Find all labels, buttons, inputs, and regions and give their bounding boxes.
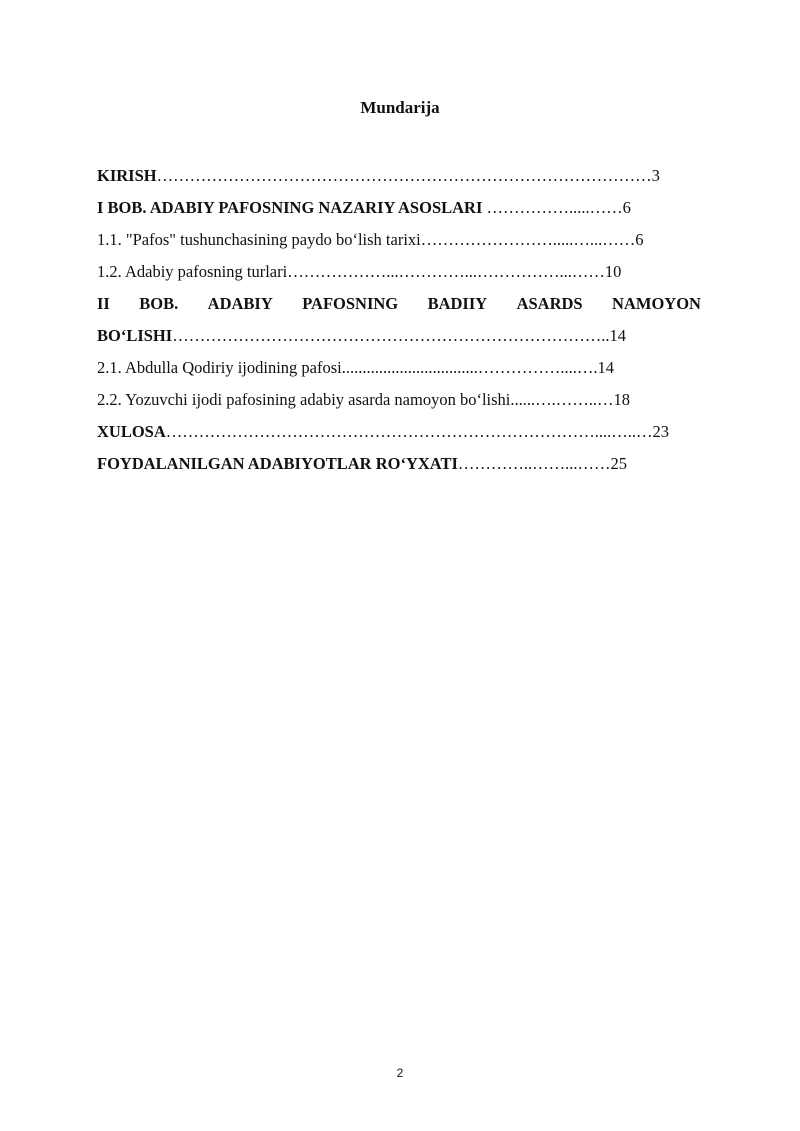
toc-entry-text: XULOSA [97,422,166,441]
page-number: 2 [396,1066,404,1080]
toc-page-number: 23 [652,422,670,441]
toc-page-number: 3 [651,166,660,185]
toc-entry-bibliography[interactable] [97,454,701,474]
toc-entry-chapter-1[interactable] [97,198,701,218]
toc-entry-2-1[interactable] [97,358,701,378]
toc-entry-text: 1.1. "Pafos" tushunchasining paydo bo‘lish tarixi [97,230,421,249]
toc-word: ADABIY [207,294,273,313]
toc-entry-text: 1.2. Adabiy pafosning turlari [97,262,288,281]
toc-entry-kirish[interactable] [97,166,701,186]
toc-page-number: 6 [635,230,644,249]
toc-entry-2-2[interactable] [97,390,701,410]
toc-entry-text: 2.2. Yozuvchi ijodi pafosining adabiy asarda namoyon bo‘lishi [97,390,511,409]
toc-leader-dots: ……………………………………………………………………………… [156,166,652,185]
toc-entry-1-2[interactable] [97,262,701,282]
toc-leader-dots: …………………….....…...…… [420,230,636,249]
toc-word: PAFOSNING [302,294,399,313]
toc-word: ASARDS [516,294,583,313]
toc-entry-text: FOYDALANILGAN ADABIYOTLAR RO‘YXATI [97,454,458,473]
toc-page-number: .14 [605,326,626,345]
toc-leader-dots: ......….……..… [510,390,614,409]
toc-page-number: 6 [622,198,631,217]
toc-leader-dots: …………….....…… [486,198,623,217]
toc-entry-1-1[interactable] [97,230,701,250]
toc-word: BOB. [139,294,179,313]
toc-entry-chapter-2-line-1[interactable] [97,294,701,314]
toc-leader-dots: ………………...…………...……………...…… [287,262,605,281]
toc-entry-text: BO‘LISHI [97,326,173,345]
toc-entry-text: KIRISH [97,166,157,185]
toc-entry-xulosa[interactable] [97,422,701,442]
toc-word: NAMOYON [612,294,701,313]
toc-leader-dots: …………..……...…… [457,454,611,473]
toc-title: Mundarija [360,98,440,117]
toc-page-number: 18 [613,390,630,409]
toc-entry-text: 2.1. Abdulla Qodiriy ijodining pafosi [97,358,342,377]
toc-page-number: 14 [597,358,614,377]
toc-leader-dots: ……………………………………………………………………. [172,326,606,345]
toc-entry-text: I BOB. ADABIY PAFOSNING NAZARIY ASOSLARI [97,198,487,217]
toc-word: BADIIY [427,294,488,313]
toc-page-number: 10 [604,262,622,281]
toc-page-number: 25 [610,454,628,473]
toc-leader-dots: .................................……………....…. [341,358,598,377]
toc-entry-chapter-2-line-2[interactable] [97,326,701,346]
toc-leader-dots: ……………………………………………………………………....…..… [165,422,653,441]
toc-word: II [97,294,110,313]
